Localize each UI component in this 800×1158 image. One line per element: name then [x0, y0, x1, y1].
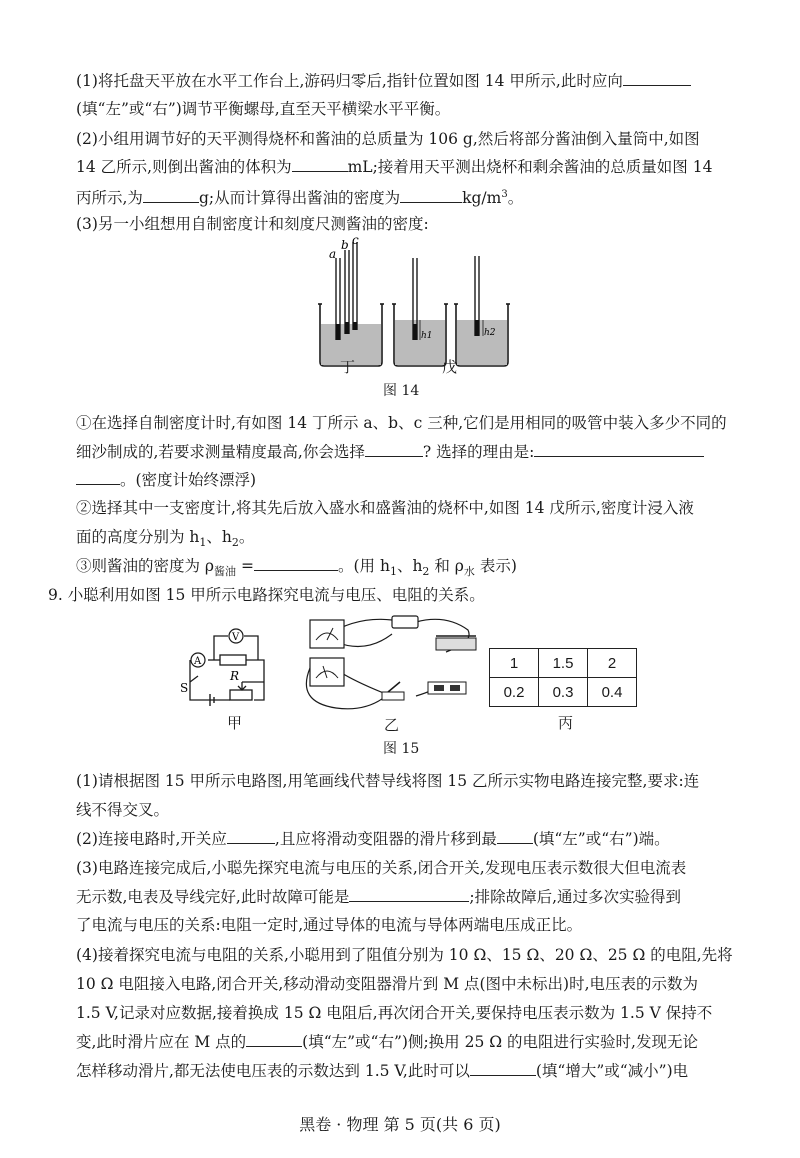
- q2-text-d: g;从而计算得出酱油的密度为: [198, 189, 401, 208]
- q2-text-b: mL;接着用天平测出烧杯和剩余酱油的总质量如图 14: [347, 158, 713, 176]
- voltmeter-label: V: [232, 632, 240, 643]
- p19-s1-line2: 线不得交叉。: [76, 801, 170, 819]
- q2-text-a: 14 乙所示,则倒出酱油的体积为: [76, 158, 292, 176]
- q2-line2: [76, 156, 712, 178]
- figure-15-physical-circuit: [296, 612, 482, 720]
- answer-blank-switch[interactable]: [227, 829, 275, 844]
- label-a: a: [329, 247, 337, 261]
- table-cell: 0.2: [490, 678, 539, 707]
- table-cell: 0.4: [588, 678, 637, 707]
- q1-line1: [76, 70, 691, 92]
- p19-s4-line5: 怎样移动滑片,都无法使电压表的示数达到 1.5 V,此时可以 (填“增大”或“减小”)电: [76, 1062, 689, 1080]
- hydrometer-c-sand: [353, 322, 357, 330]
- p19-s4-line1: (4)接着探究电流与电阻的关系,小聪用到了阻值分别为 10 Ω、15 Ω、20 Ω、25 Ω 的电阻,先将: [76, 946, 733, 964]
- p19-s3-line3: 了电流与电压的关系:电阻一定时,通过导体的电流与导体两端电压成正比。: [76, 916, 583, 934]
- caption-wu: 戊: [442, 358, 458, 376]
- answer-blank-reason[interactable]: [534, 442, 704, 457]
- meter-v-device: [310, 620, 344, 648]
- label-b: b: [341, 238, 349, 252]
- answer-blank-adjust[interactable]: [470, 1061, 536, 1076]
- figure-14-hydrometers: [300, 236, 530, 376]
- q2-line3: [76, 184, 523, 209]
- table-cell: 0.3: [539, 678, 588, 707]
- label-c: c: [352, 236, 359, 247]
- problem-19-title: 9. 小聪利用如图 15 甲所示电路探究电流与电压、电阻的关系。: [48, 586, 485, 604]
- table-cell: 2: [588, 649, 637, 678]
- caption-yi: 乙: [384, 716, 400, 734]
- resistor-label: R: [230, 669, 240, 683]
- answer-blank-mass[interactable]: [143, 188, 199, 203]
- sub1-line3: [76, 469, 256, 491]
- sub2-line2: 面的高度分别为 $h_1$、$h_2$。: [76, 528, 255, 550]
- table-cell: 1.5: [539, 649, 588, 678]
- answer-blank-1[interactable]: [623, 71, 691, 86]
- table-row: [490, 649, 637, 678]
- ammeter-label: A: [194, 656, 202, 667]
- figure-14-title: 图 14: [383, 383, 420, 399]
- caption-jia: 甲: [227, 714, 243, 732]
- q1-line2: (填“左”或“右”)调节平衡螺母,直至天平横梁水平平衡。: [76, 100, 451, 118]
- battery-device: [428, 682, 466, 694]
- rheostat-symbol: [230, 690, 252, 700]
- sub3-line: ③则酱油的密度为 $\rho_{酱油}$ = 。(用 $h_1$、$h_2$ 和 $\rho_水$ 表示): [76, 557, 517, 579]
- sub1-line1: ①在选择自制密度计时,有如图 14 丁所示 a、b、c 三种,它们是用相同的吸管中装入多少不同的: [76, 414, 727, 432]
- p19-s3-line2: 无示数,电表及导线完好,此时故障可能是 ;排除故障后,通过多次实验得到: [76, 888, 682, 906]
- label-h2: h2: [484, 328, 496, 338]
- hydrometer-b-sand: [345, 322, 349, 334]
- sub1-line2: [76, 441, 704, 463]
- switch-device: [382, 692, 404, 700]
- caption-bing: 丙: [558, 714, 574, 732]
- caption-ding: 丁: [340, 358, 356, 376]
- hydrometer-a-sand: [336, 324, 340, 340]
- q2-text-end: 。: [507, 189, 524, 208]
- answer-blank-side[interactable]: [246, 1032, 302, 1047]
- data-table: [489, 648, 637, 707]
- p19-s3-line1: (3)电路连接完成后,小聪先探究电流与电压的关系,闭合开关,发现电压表示数很大但电流表: [76, 859, 687, 877]
- table-cell: 1: [490, 649, 539, 678]
- liquid-soysauce: [457, 320, 507, 365]
- p19-s4-line3: 1.5 V,记录对应数据,接着换成 15 Ω 电阻后,再次闭合开关,要保持电压表示数为 1.5 V 保持不: [76, 1004, 713, 1022]
- label-h1: h1: [421, 331, 433, 341]
- density-unit: kg/m: [462, 189, 502, 208]
- p19-s4-line4: 变,此时滑片应在 M 点的 (填“左”或“右”)侧;换用 25 Ω 的电阻进行实验时,发现无论: [76, 1033, 698, 1051]
- sub1-text-a: 细沙制成的,若要求测量精度最高,你会选择: [76, 443, 365, 461]
- answer-blank-fault[interactable]: [349, 887, 469, 902]
- figure-15-title: 图 15: [383, 741, 420, 757]
- switch-label: S: [180, 681, 189, 695]
- meter-a-device: [310, 658, 344, 686]
- sub2-line1: ②选择其中一支密度计,将其先后放入盛水和盛酱油的烧杯中,如图 14 戊所示,密度计浸入液: [76, 499, 694, 517]
- sub1-text-b: ? 选择的理由是:: [422, 443, 535, 461]
- p19-s1-line1: (1)请根据图 15 甲所示电路图,用笔画线代替导线将图 15 乙所示实物电路连接完整,要求:连: [76, 772, 700, 790]
- rheostat-device: [436, 638, 476, 650]
- figure-15-circuit-diagram: [180, 622, 280, 712]
- q2-text-c: 丙所示,为: [76, 189, 143, 208]
- answer-blank-volume[interactable]: [292, 157, 348, 172]
- answer-blank-formula[interactable]: [254, 556, 338, 571]
- page-footer: 黑卷 · 物理 第 5 页(共 6 页): [299, 1115, 501, 1134]
- resistor-device: [392, 616, 418, 628]
- sub1-text-c: 。(密度计始终漂浮): [120, 471, 257, 489]
- q3-line1: (3)另一小组想用自制密度计和刻度尺测酱油的密度:: [76, 215, 429, 233]
- resistor-symbol: [220, 655, 246, 665]
- table-row: [490, 678, 637, 707]
- answer-blank-reason-cont[interactable]: [76, 470, 120, 485]
- p19-s2-line: (2)连接电路时,开关应 ,且应将滑动变阻器的滑片移到最 (填“左”或“右”)端。: [76, 830, 670, 848]
- answer-blank-choice[interactable]: [365, 442, 423, 457]
- q1-text: (1)将托盘天平放在水平工作台上,游码归零后,指针位置如图 14 甲所示,此时应向: [76, 72, 623, 90]
- p19-s4-line2: 10 Ω 电阻接入电路,闭合开关,移动滑动变阻器滑片到 M 点(图中未标出)时,电压表的示数为: [76, 975, 699, 993]
- answer-blank-density[interactable]: [400, 188, 462, 203]
- q2-line1: (2)小组用调节好的天平测得烧杯和酱油的总质量为 106 g,然后将部分酱油倒入量筒中,如图: [76, 130, 700, 148]
- unit-exponent: 3: [501, 189, 508, 200]
- answer-blank-end[interactable]: [497, 829, 533, 844]
